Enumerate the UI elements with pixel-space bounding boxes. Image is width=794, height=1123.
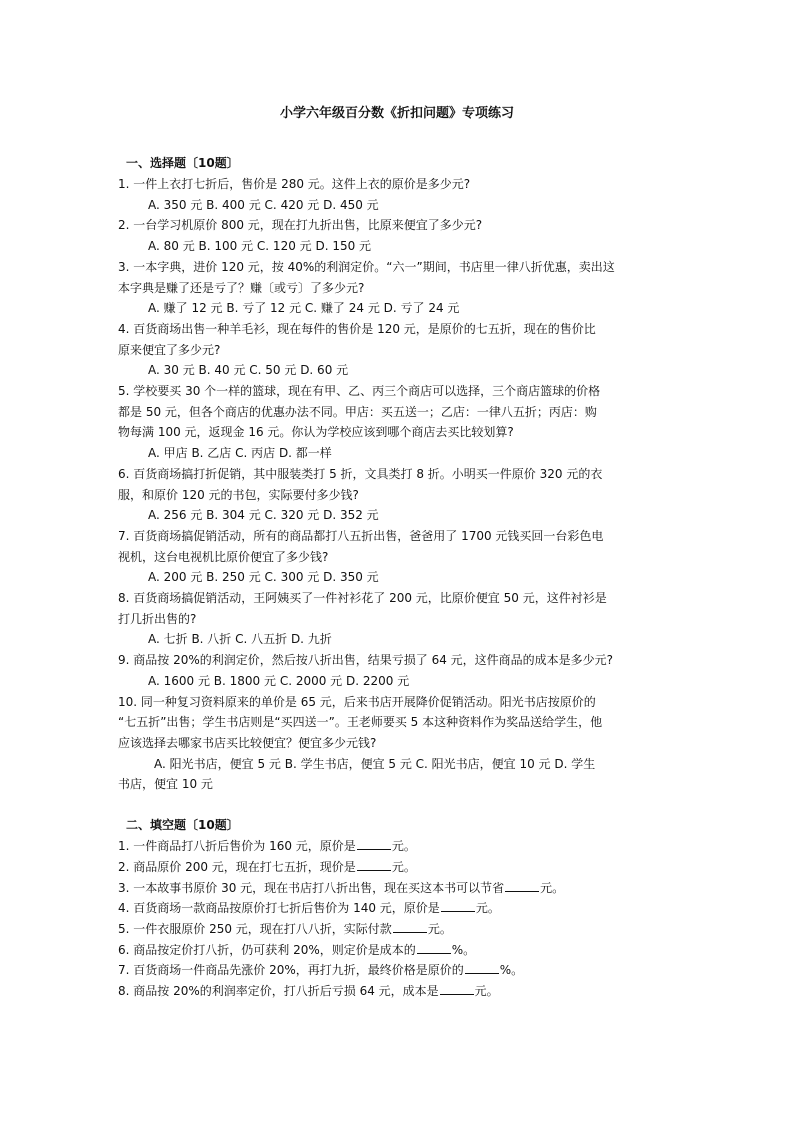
- fill-item-3: [118, 878, 678, 899]
- question-text-line: 5. 学校要买 30 个一样的篮球，现在有甲、乙、丙三个商店可以选择，三个商店篮球的价格: [118, 384, 601, 399]
- fill-item-text: 1. 一件商品打八折后售价为 160 元，原价是: [118, 839, 356, 854]
- question-options: A. 1600 元 B. 1800 元 C. 2000 元 D. 2200 元: [148, 673, 410, 688]
- fill-item-suffix: 元。: [391, 859, 416, 874]
- fill-item-suffix: 元。: [427, 921, 452, 936]
- fill-item-5: [118, 919, 678, 940]
- question-text-line: 物每满 100 元，返现金 16 元。你认为学校应该到哪个商店去买比较划算?: [118, 425, 514, 440]
- question-text-line: 1. 一件上衣打七折后，售价是 280 元。这件上衣的原价是多少元?: [118, 177, 471, 191]
- question-text-line: 10. 同一种复习资料原来的单价是 65 元，后来书店开展降价促销活动。阳光书店按原价的: [118, 694, 596, 709]
- question-1: [118, 174, 678, 215]
- question-options: A. 七折 B. 八折 C. 八五折 D. 九折: [148, 632, 332, 647]
- fill-item-suffix: 元。: [391, 839, 416, 854]
- question-10: [118, 692, 678, 796]
- fill-item-suffix: 元。: [474, 984, 499, 999]
- question-2: [118, 215, 678, 256]
- question-text-line: 4. 百货商场出售一种羊毛衫，现在每件的售价是 120 元，是原价的七五折，现在的售价比: [118, 321, 596, 336]
- worksheet-content: [118, 153, 678, 1002]
- answer-blank[interactable]: [417, 941, 451, 954]
- fill-item-text: 4. 百货商场一款商品按原价打七折后售价为 140 元，原价是: [118, 901, 440, 916]
- fill-blank-list: [118, 836, 678, 1002]
- fill-item-2: [118, 857, 678, 878]
- question-options: A. 赚了 12 元 B. 亏了 12 元 C. 赚了 24 元 D. 亏了 24 元: [148, 301, 460, 316]
- question-text-line: 6. 百货商场搞打折促销，其中服装类打 5 折，文具类打 8 折。小明买一件原价 320 元的衣: [118, 466, 603, 481]
- fill-item-suffix: %。: [451, 942, 476, 957]
- section-heading-choice: 一、选择题〔10题〕: [126, 156, 239, 170]
- question-options: A. 30 元 B. 40 元 C. 50 元 D. 60 元: [148, 363, 349, 378]
- fill-item-suffix: %。: [499, 963, 524, 978]
- question-6: [118, 464, 678, 526]
- choice-question-list: [118, 174, 678, 692]
- fill-item-4: [118, 898, 678, 919]
- answer-blank[interactable]: [441, 899, 475, 912]
- fill-item-text: 2. 商品原价 200 元，现在打七五折，现价是: [118, 859, 356, 874]
- question-8: [118, 588, 678, 650]
- section-heading-fill: 二、填空题〔10题〕: [126, 818, 239, 833]
- answer-blank[interactable]: [393, 920, 427, 933]
- fill-item-6: [118, 940, 678, 961]
- fill-item-text: 6. 商品按定价打八折，仍可获利 20%，则定价是成本的: [118, 942, 416, 957]
- question-options: A. 阳光书店，便宜 5 元 B. 学生书店，便宜 5 元 C. 阳光书店，便宜 10 元 D. 学生: [154, 756, 596, 771]
- question-text-line: 2. 一台学习机原价 800 元，现在打九折出售，比原来便宜了多少元?: [118, 218, 483, 233]
- question-options: A. 256 元 B. 304 元 C. 320 元 D. 352 元: [148, 508, 379, 523]
- question-options-continued: 书店，便宜 10 元: [118, 777, 213, 792]
- question-text-line: 本字典是赚了还是亏了？赚〔或亏〕了多少元?: [118, 280, 365, 295]
- fill-item-text: 3. 一本故事书原价 30 元，现在书店打八折出售，现在买这本书可以节省: [118, 880, 505, 895]
- fill-item-1: [118, 836, 678, 857]
- answer-blank[interactable]: [465, 961, 499, 974]
- question-3: [118, 257, 678, 319]
- question-7: [118, 526, 678, 588]
- fill-item-text: 7. 百货商场一件商品先涨价 20%，再打九折，最终价格是原价的: [118, 963, 464, 978]
- question-9: [118, 650, 678, 691]
- fill-item-8: [118, 981, 678, 1002]
- fill-item-suffix: 元。: [475, 901, 500, 916]
- question-text-line: “七五折”出售；学生书店则是“买四送一”。王老师要买 5 本这种资料作为奖品送给学生，他: [118, 715, 603, 730]
- question-options: A. 350 元 B. 400 元 C. 420 元 D. 450 元: [148, 197, 379, 212]
- question-options: A. 80 元 B. 100 元 C. 120 元 D. 150 元: [148, 239, 372, 254]
- question-text-line: 8. 百货商场搞促销活动，王阿姨买了一件衬衫花了 200 元，比原价便宜 50 元，这件衬衫是: [118, 591, 607, 606]
- question-text-line: 视机，这台电视机比原价便宜了多少钱?: [118, 549, 329, 564]
- question-5: [118, 381, 678, 464]
- question-text-line: 服，和原价 120 元的书包，实际要付多少钱?: [118, 487, 359, 502]
- answer-blank[interactable]: [505, 879, 539, 892]
- question-options: A. 甲店 B. 乙店 C. 丙店 D. 都一样: [148, 446, 332, 461]
- question-text-line: 都是 50 元，但各个商店的优惠办法不同。甲店：买五送一；乙店：一律八五折；丙店：购: [118, 404, 597, 419]
- fill-item-suffix: 元。: [540, 880, 565, 895]
- question-4: [118, 319, 678, 381]
- question-text-line: 应该选择去哪家书店买比较便宜？便宜多少元钱?: [118, 735, 377, 750]
- answer-blank[interactable]: [357, 837, 391, 850]
- question-text-line: 打几折出售的?: [118, 611, 197, 626]
- question-text-line: 原来便宜了多少元?: [118, 342, 221, 357]
- question-text-line: 7. 百货商场搞促销活动，所有的商品都打八五折出售，爸爸用了 1700 元钱买回一台彩色电: [118, 528, 604, 543]
- answer-blank[interactable]: [440, 982, 474, 995]
- question-text-line: 3. 一本字典，进价 120 元，按 40%的利润定价。“六一”期间，书店里一律八折优惠，卖出这: [118, 259, 615, 274]
- page-title: 小学六年级百分数《折扣问题》专项练习: [279, 106, 514, 121]
- answer-blank[interactable]: [357, 858, 391, 871]
- fill-item-7: [118, 960, 678, 981]
- fill-item-text: 5. 一件衣服原价 250 元，现在打八八折，实际付款: [118, 921, 392, 936]
- question-text-line: 9. 商品按 20%的利润定价，然后按八折出售，结果亏损了 64 元，这件商品的成本是多少元?: [118, 653, 614, 668]
- fill-item-text: 8. 商品按 20%的利润率定价，打八折后亏损 64 元，成本是: [118, 984, 439, 999]
- question-options: A. 200 元 B. 250 元 C. 300 元 D. 350 元: [148, 570, 379, 585]
